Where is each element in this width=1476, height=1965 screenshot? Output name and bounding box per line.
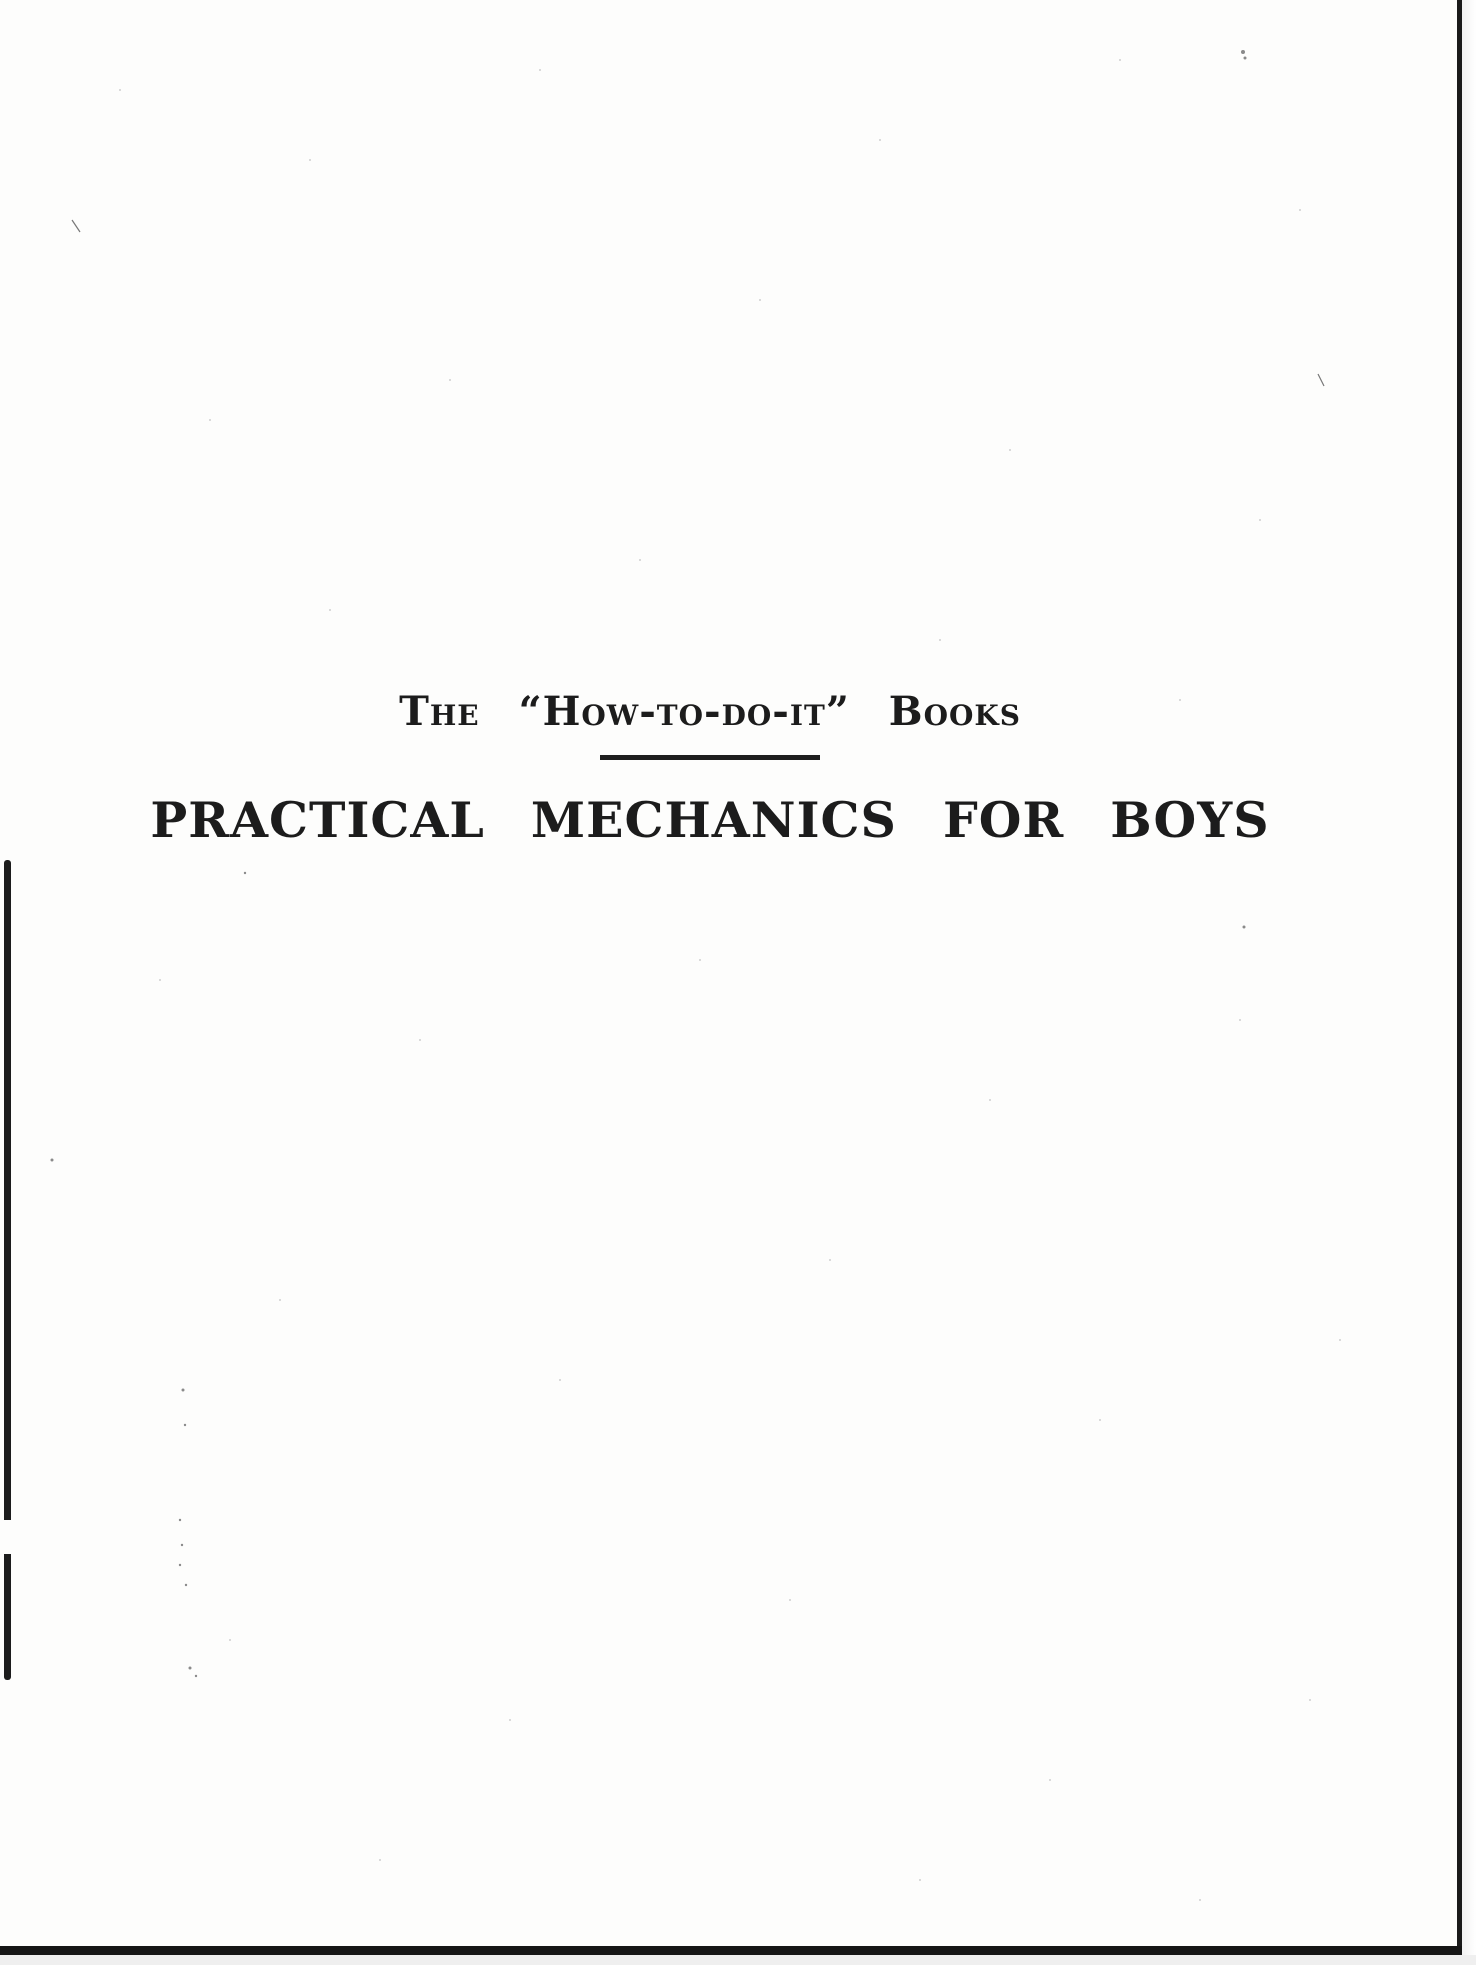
bottom-page-fade — [0, 1955, 1476, 1965]
series-title — [0, 688, 1420, 736]
title-word: FOR — [942, 791, 1065, 849]
left-binding-gap — [2, 1520, 14, 1554]
right-page-shadow — [1462, 0, 1476, 1965]
title-word: MECHANICS — [530, 791, 897, 849]
series-word: Books — [888, 688, 1021, 735]
series-word: The — [399, 688, 480, 735]
title-word: BOYS — [1110, 791, 1270, 849]
title-divider-rule — [600, 755, 820, 760]
series-word: “How-to-do-it” — [518, 688, 850, 735]
title-word: PRACTICAL — [150, 791, 485, 849]
bottom-page-edge — [0, 1946, 1462, 1955]
book-title — [0, 790, 1420, 850]
left-binding-edge — [4, 860, 11, 1680]
